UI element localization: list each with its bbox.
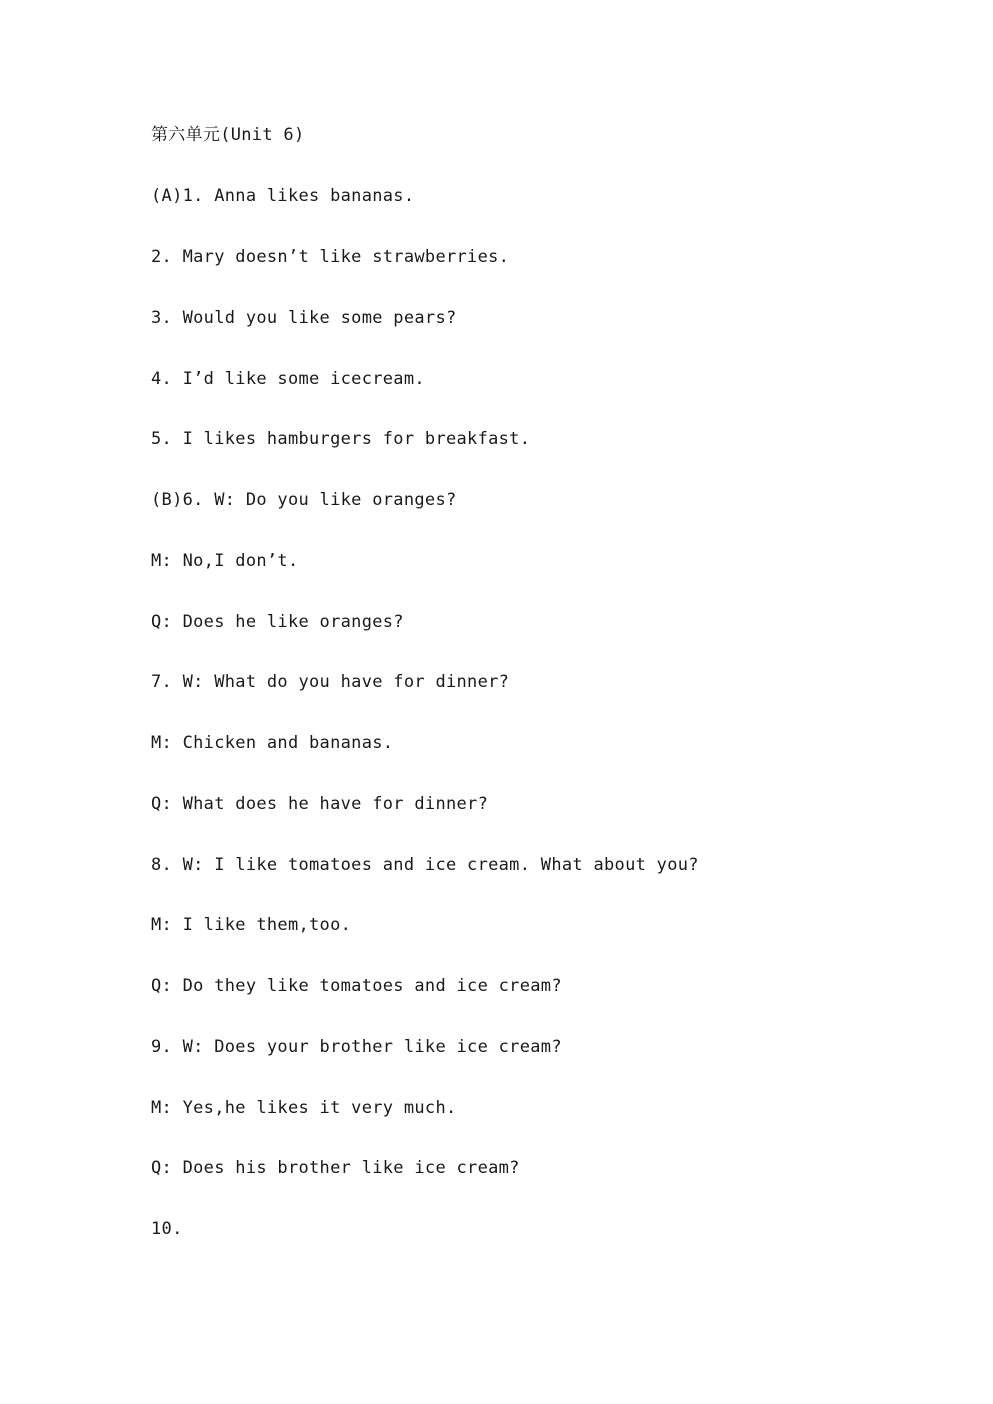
doc-line: M: Chicken and bananas. — [151, 733, 394, 753]
doc-line: 2. Mary doesn’t like strawberries. — [151, 247, 510, 267]
doc-line: 3. Would you like some pears? — [151, 308, 457, 328]
doc-line: 4. I’d like some icecream. — [151, 369, 425, 389]
doc-line: 5. I likes hamburgers for breakfast. — [151, 429, 531, 449]
doc-line: 8. W: I like tomatoes and ice cream. What about you? — [151, 855, 699, 875]
doc-line: 9. W: Does your brother like ice cream? — [151, 1037, 562, 1057]
doc-line: Q: Does he like oranges? — [151, 612, 404, 632]
document-title: 第六单元(Unit 6) — [151, 125, 305, 145]
doc-line: Q: Does his brother like ice cream? — [151, 1158, 520, 1178]
doc-line: Q: Do they like tomatoes and ice cream? — [151, 976, 562, 996]
doc-line: M: No,I don’t. — [151, 551, 299, 571]
doc-line: 10. — [151, 1219, 183, 1239]
doc-line: 7. W: What do you have for dinner? — [151, 672, 510, 692]
doc-line: M: Yes,he likes it very much. — [151, 1098, 457, 1118]
doc-line: (B)6. W: Do you like oranges? — [151, 490, 457, 510]
doc-line: Q: What does he have for dinner? — [151, 794, 489, 814]
doc-line: M: I like them,too. — [151, 915, 352, 935]
doc-line: (A)1. Anna likes bananas. — [151, 186, 415, 206]
